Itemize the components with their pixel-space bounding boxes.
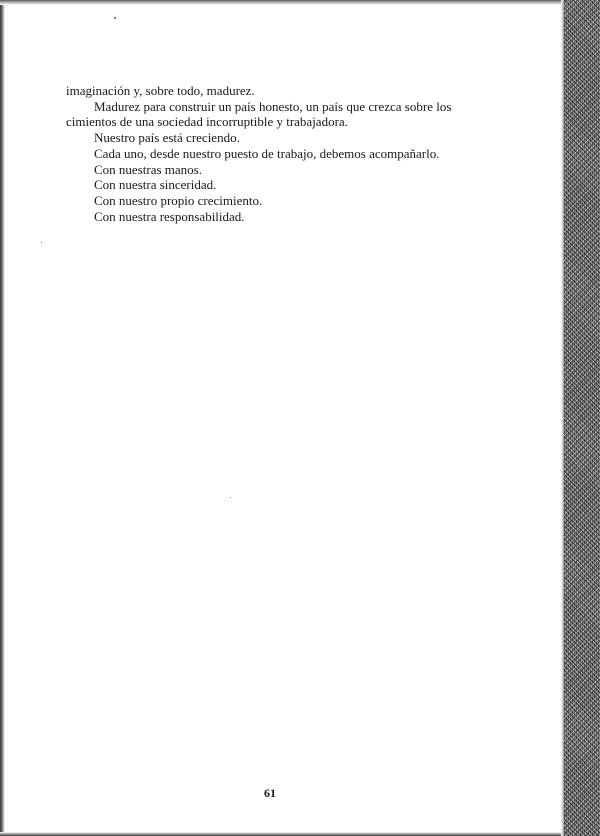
paragraph-3: Nuestro país está creciendo. <box>94 130 240 146</box>
paragraph-8: Con nuestra responsabilidad. <box>94 208 245 224</box>
paragraph-1: imaginación y, sobre todo, madurez. <box>66 83 255 98</box>
scan-speck <box>41 242 42 243</box>
scan-border-pattern <box>564 0 600 836</box>
page-top-edge-shadow <box>0 0 565 5</box>
paragraph-4: Cada uno, desde nuestro puesto de trabajo, debemos acompañarlo. <box>94 145 440 161</box>
paragraph-7: Con nuestro propio crecimiento. <box>94 192 263 208</box>
body-text <box>66 83 496 224</box>
page-number: 61 <box>264 786 276 800</box>
paragraph-5: Con nuestras manos. <box>94 161 202 177</box>
scan-speck <box>230 497 231 498</box>
paragraph-6: Con nuestra sinceridad. <box>94 177 217 193</box>
paragraph-2: Madurez para construir un país honesto, un país que crezca sobre los cimientos de una sociedad incorruptible y trabajadora. <box>66 98 452 130</box>
page-bottom-edge-shadow <box>0 832 565 836</box>
page-left-edge-shadow <box>0 0 5 836</box>
scan-speck <box>114 17 116 19</box>
